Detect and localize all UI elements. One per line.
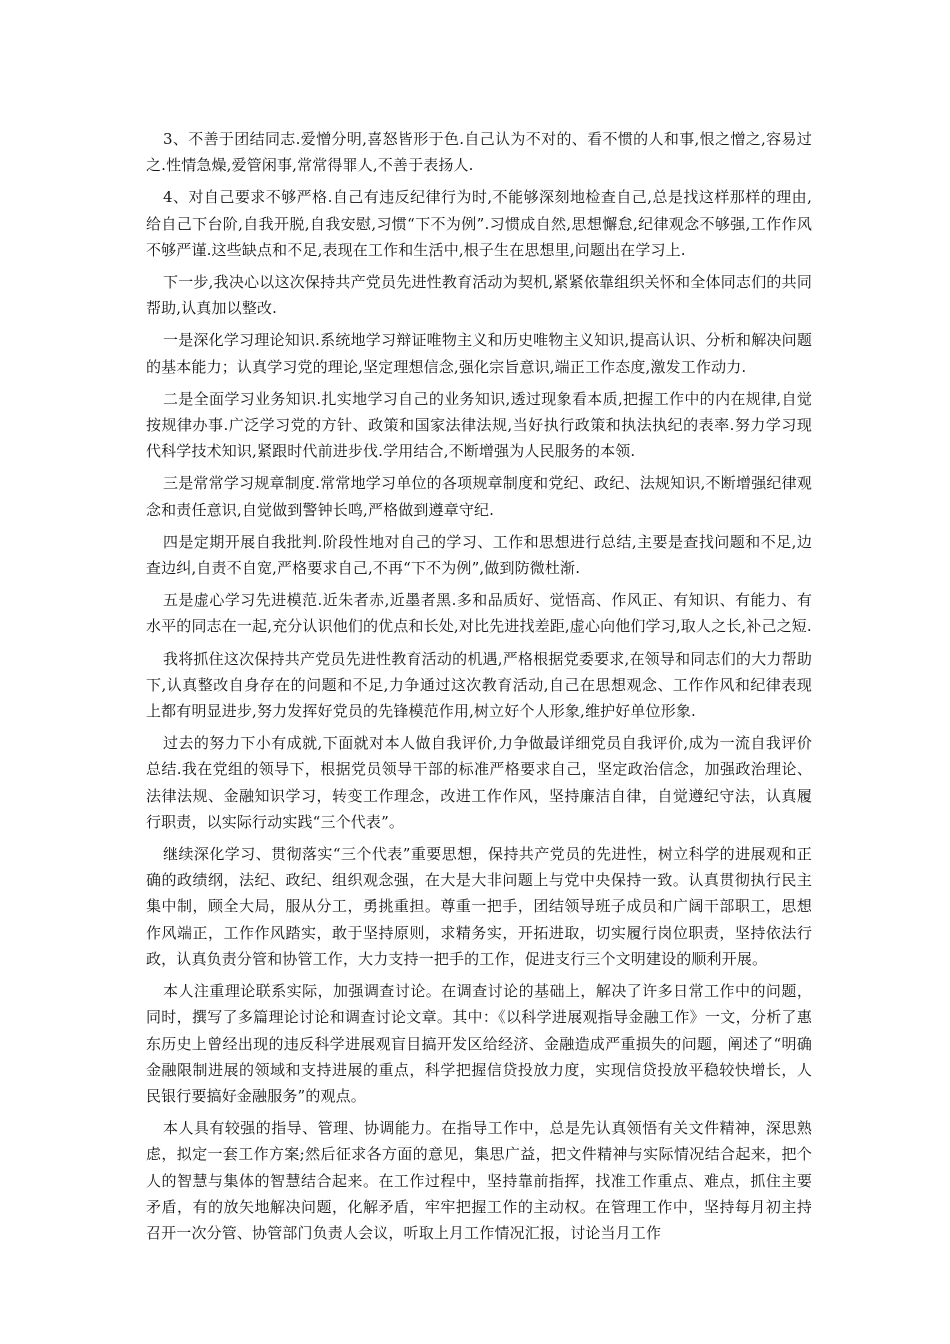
paragraph-self-evaluation: 过去的努力下小有成就,下面就对本人做自我评价,力争做最详细党员自我评价,成为一流自我评价总结.我在党组的领导下，根据党员领导干部的标准严格要求自己，坚定政治信念，加强政治理论、法律法规、金融知识学习，转变工作理念，改进工作作风，坚持廉洁自律，自觉遵纪守法，认真履行职责，以实际行动实践“三个代表”。 (146, 734, 812, 831)
paragraph-research: 本人注重理论联系实际，加强调查讨论。在调查讨论的基础上，解决了许多日常工作中的问题，同时，撰写了多篇理论讨论和调查讨论文章。其中：《以科学进展观指导金融工作》一文，分析了惠东历史上曾经出现的违反科学进展观盲目搞开发区给经济、金融造成严重损失的问题，阐述了“明确金融限制进展的领域和支持进展的重点，科学把握信贷投放力度，实现信贷投放平稳较快增长，人民银行要搞好金融服务”的观点。 (146, 982, 812, 1105)
paragraph-measure-2: 二是全面学习业务知识.扎实地学习自己的业务知识,透过现象看本质,把握工作中的内在规律,自觉按规律办事.广泛学习党的方针、政策和国家法律法规,当好执行政策和执法执纪的表率.努力学习现代科学技术知识,紧跟时代前进步伐.学用结合,不断增强为人民服务的本领. (146, 389, 812, 461)
paragraph-weakness-4: 4、对自己要求不够严格.自己有违反纪律行为时,不能够深刻地检查自己,总是找这样那样的理由,给自己下台阶,自我开脱,自我安慰,习惯“下不为例”.习惯成自然,思想懈怠,纪律观念不够强,工作作风不够严谨.这些缺点和不足,表现在工作和生活中,根子生在思想里,问题出在学习上. (146, 188, 812, 259)
paragraph-measure-3: 三是常常学习规章制度.常常地学习单位的各项规章制度和党纪、政纪、法规知识,不断增强纪律观念和责任意识,自觉做到警钟长鸣,严格做到遵章守纪. (146, 474, 812, 519)
paragraph-commitment: 我将抓住这次保持共产党员先进性教育活动的机遇,严格根据党委要求,在领导和同志们的大力帮助下,认真整改自身存在的问题和不足,力争通过这次教育活动,自己在思想观念、工作作风和纪律表现上都有明显进步,努力发挥好党员的先锋模范作用,树立好个人形象,维护好单位形象. (146, 649, 812, 721)
paragraph-measure-4: 四是定期开展自我批判.阶段性地对自己的学习、工作和思想进行总结,主要是查找问题和不足,边查边纠,自责不自宽,严格要求自己,不再“下不为例”,做到防微杜渐. (146, 532, 812, 578)
paragraph-three-represents: 继续深化学习、贯彻落实“三个代表”重要思想，保持共产党员的先进性，树立科学的进展观和正确的政绩纲，法纪、政纪、组织观念强，在大是大非问题上与党中央保持一致。认真贯彻执行民主集中制，顾全大局，服从分工，勇挑重担。尊重一把手，团结领导班子成员和广阔干部职工，思想作风端正，工作作风踏实，敢于坚持原则，求精务实，开拓进取，切实履行岗位职责，坚持依法行政，认真负责分管和协管工作，大力支持一把手的工作，促进支行三个文明建设的顺利开展。 (146, 845, 812, 968)
paragraph-management: 本人具有较强的指导、管理、协调能力。在指导工作中，总是先认真领悟有关文件精神，深思熟虑，拟定一套工作方案;然后征求各方面的意见，集思广益，把文件精神与实际情况结合起来，把个人的智慧与集体的智慧结合起来。在工作过程中，坚持靠前指挥，找准工作重点、难点，抓住主要矛盾，有的放矢地解决问题，化解矛盾，牢牢把握工作的主动权。在管理工作中，坚持每月初主持召开一次分管、协管部门负责人会议，听取上月工作情况汇报，讨论当月工作 (146, 1119, 812, 1242)
paragraph-measure-1: 一是深化学习理论知识.系统地学习辩证唯物主义和历史唯物主义知识,提高认识、分析和解决问题的基本能力；认真学习党的理论,坚定理想信念,强化宗旨意识,端正工作态度,激发工作动力. (146, 331, 812, 376)
paragraph-next-step: 下一步,我决心以这次保持共产党员先进性教育活动为契机,紧紧依靠组织关怀和全体同志们的共同帮助,认真加以整改. (146, 273, 812, 318)
paragraph-measure-5: 五是虚心学习先进模范.近朱者赤,近墨者黑.多和品质好、觉悟高、作风正、有知识、有能力、有水平的同志在一起,充分认识他们的优点和长处,对比先进找差距,虚心向他们学习,取人之长,补己之短. (146, 591, 812, 636)
paragraph-weakness-3: 3、不善于团结同志.爱憎分明,喜怒皆形于色.自己认为不对的、看不惯的人和事,恨之憎之,容易过之.性情急燥,爱管闲事,常常得罪人,不善于表扬人. (146, 130, 812, 175)
document-body (146, 126, 812, 1252)
